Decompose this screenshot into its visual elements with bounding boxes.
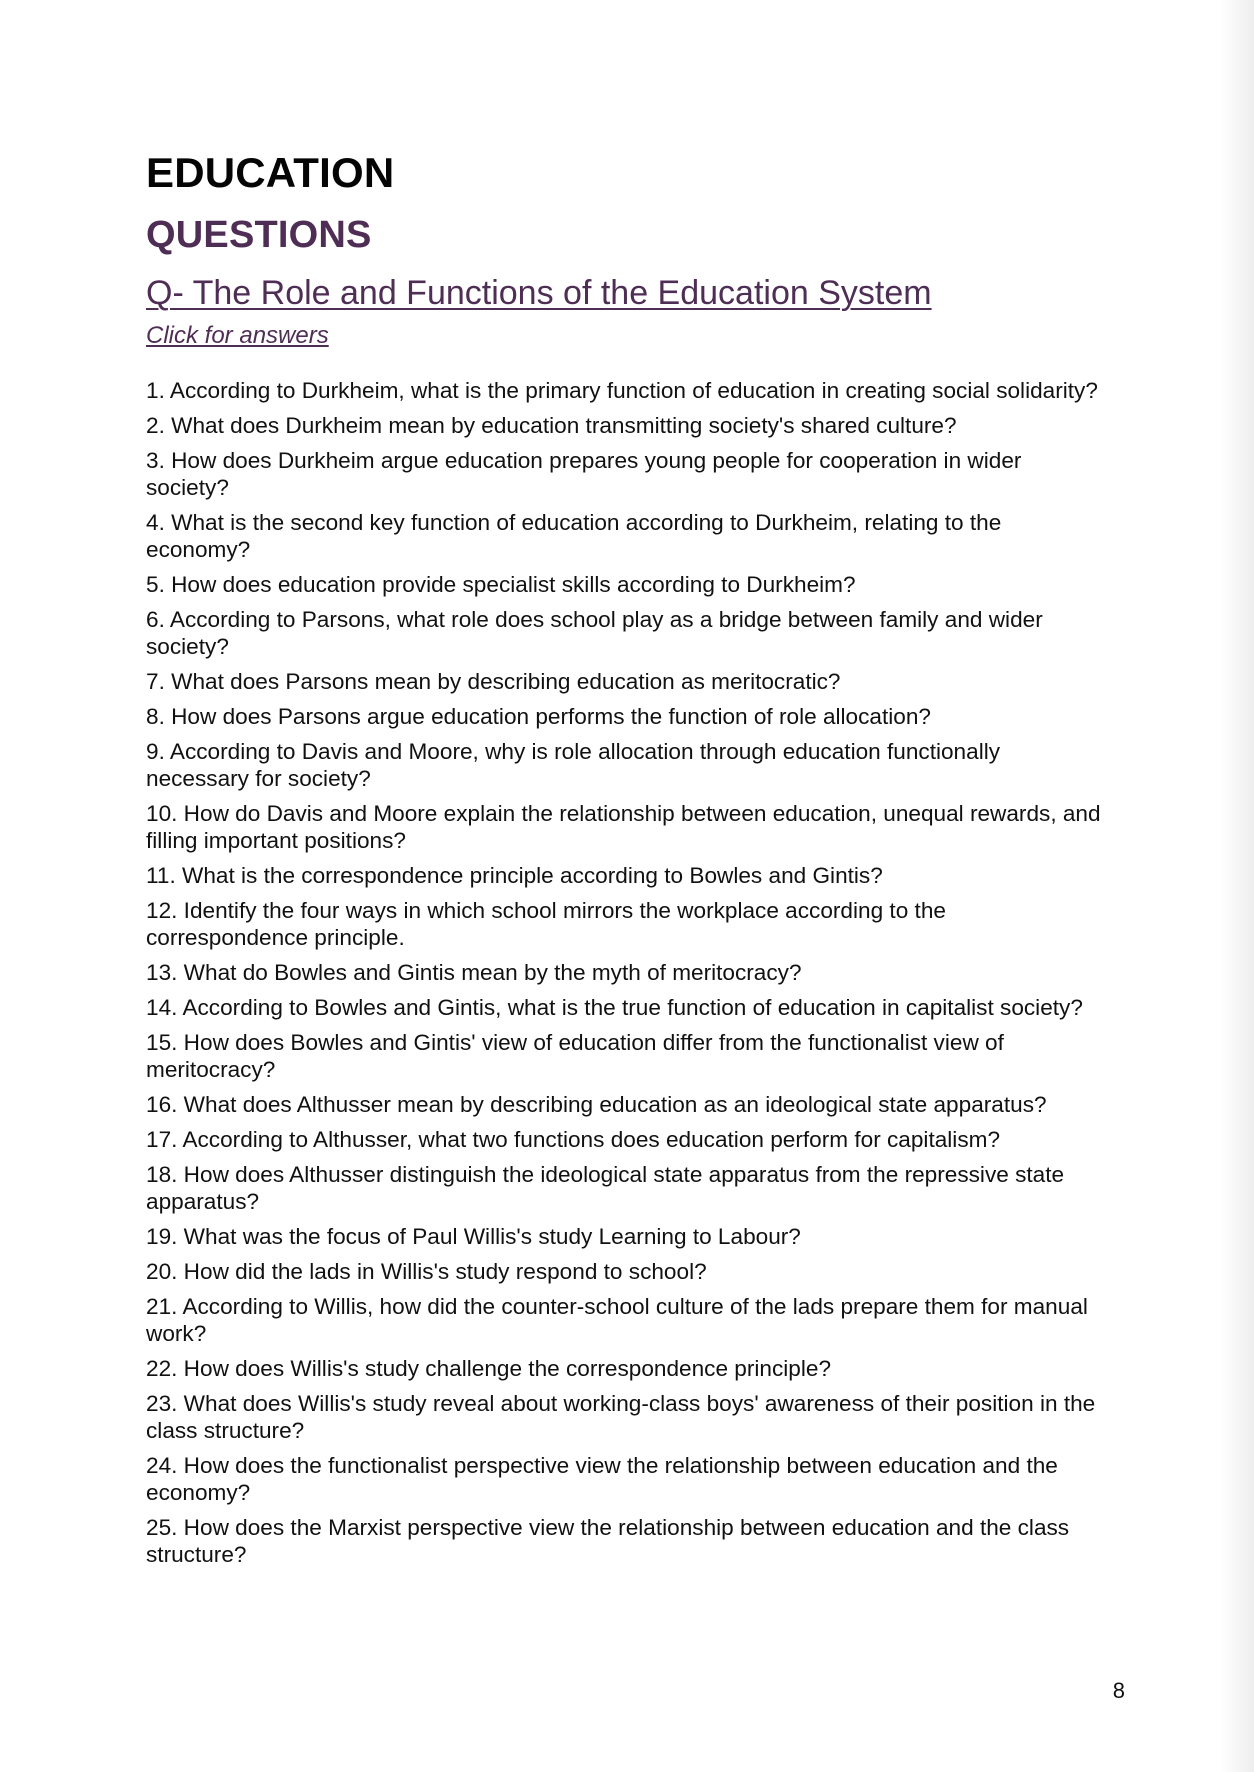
question-item-3: 3. How does Durkheim argue education prepares young people for cooperation in wider society? <box>146 448 1022 500</box>
question-item-5: 5. How does education provide specialist skills according to Durkheim? <box>146 572 856 597</box>
question-item-15: 15. How does Bowles and Gintis' view of education differ from the functionalist view of meritocracy? <box>146 1030 1004 1082</box>
question-item-10: 10. How do Davis and Moore explain the relationship between education, unequal rewards, and filling important positions? <box>146 801 1101 853</box>
question-item-9: 9. According to Davis and Moore, why is role allocation through education functionally necessary for society? <box>146 739 1001 791</box>
question-item-22: 22. How does Willis's study challenge the correspondence principle? <box>146 1356 832 1381</box>
question-item-25: 25. How does the Marxist perspective view the relationship between education and the class structure? <box>146 1515 1070 1567</box>
question-list <box>146 377 1106 1568</box>
page-content <box>146 142 1106 1576</box>
question-item-1: 1. According to Durkheim, what is the primary function of education in creating social solidarity? <box>146 378 1098 403</box>
answers-link[interactable]: Click for answers <box>146 322 329 349</box>
question-item-16: 16. What does Althusser mean by describing education as an ideological state apparatus? <box>146 1092 1047 1117</box>
question-item-13: 13. What do Bowles and Gintis mean by the myth of meritocracy? <box>146 960 802 985</box>
question-item-17: 17. According to Althusser, what two functions does education perform for capitalism? <box>146 1127 1001 1152</box>
question-item-8: 8. How does Parsons argue education performs the function of role allocation? <box>146 704 931 729</box>
question-item-2: 2. What does Durkheim mean by education transmitting society's shared culture? <box>146 413 957 438</box>
question-item-20: 20. How did the lads in Willis's study respond to school? <box>146 1259 707 1284</box>
question-item-23: 23. What does Willis's study reveal about working-class boys' awareness of their position in the class structure? <box>146 1391 1096 1443</box>
question-item-24: 24. How does the functionalist perspective view the relationship between education and the economy? <box>146 1453 1058 1505</box>
question-item-4: 4. What is the second key function of education according to Durkheim, relating to the economy? <box>146 510 1002 562</box>
question-item-7: 7. What does Parsons mean by describing education as meritocratic? <box>146 669 841 694</box>
topic-title-link[interactable]: Q- The Role and Functions of the Education System <box>146 274 932 312</box>
question-item-14: 14. According to Bowles and Gintis, what is the true function of education in capitalist society? <box>146 995 1083 1020</box>
page-number: 8 <box>1112 1678 1125 1703</box>
question-item-6: 6. According to Parsons, what role does school play as a bridge between family and wider society? <box>146 607 1043 659</box>
question-item-19: 19. What was the focus of Paul Willis's study Learning to Labour? <box>146 1224 801 1249</box>
question-item-18: 18. How does Althusser distinguish the ideological state apparatus from the repressive state apparatus? <box>146 1162 1065 1214</box>
question-item-12: 12. Identify the four ways in which school mirrors the workplace according to the correspondence principle. <box>146 898 946 950</box>
question-item-21: 21. According to Willis, how did the counter-school culture of the lads prepare them for manual work? <box>146 1294 1088 1346</box>
section-title: QUESTIONS <box>146 214 372 256</box>
page-edge-shadow <box>1220 0 1254 1772</box>
document-title: EDUCATION <box>146 149 395 196</box>
question-item-11: 11. What is the correspondence principle according to Bowles and Gintis? <box>146 863 883 888</box>
